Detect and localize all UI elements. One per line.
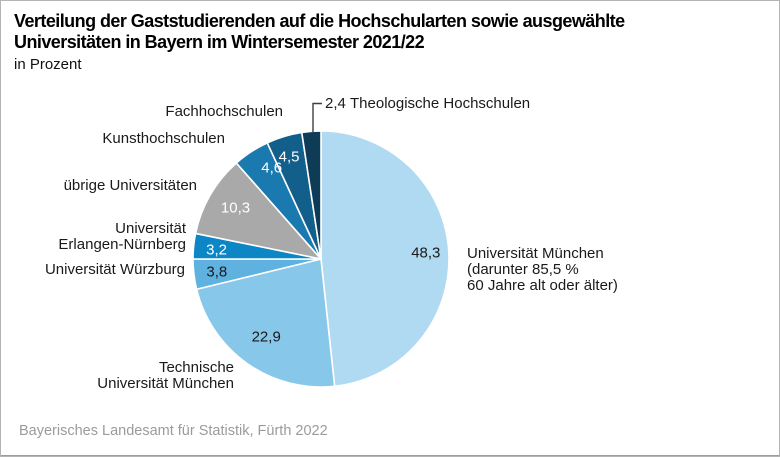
chart-title-line-1: Verteilung der Gaststudierenden auf die Hochschularten sowie ausgewählte	[14, 11, 625, 31]
callout-leader-line	[313, 104, 322, 133]
slice-value-uni-wuerzburg: 3,8	[206, 263, 228, 280]
slice-value-uni-muenchen: 48,3	[411, 244, 441, 262]
slice-label-fachhochschulen: Fachhochschulen	[165, 103, 283, 120]
slice-label-uebrige-universitaeten: übrige Universitäten	[63, 177, 197, 194]
chart-title-line-2: Universitäten in Bayern im Wintersemester 2021/22	[14, 32, 425, 52]
source-note: Bayerisches Landesamt für Statistik, Fürth 2022	[19, 423, 328, 439]
chart-subtitle: in Prozent	[14, 56, 82, 73]
slice-value-uni-erlangen-nuernberg: 3,2	[206, 241, 228, 258]
slice-label-uni-wuerzburg: Universität Würzburg	[44, 261, 185, 278]
slice-value-uebrige-universitaeten: 10,3	[220, 199, 251, 217]
slice-value-kunsthochschulen: 4,6	[261, 159, 283, 177]
slice-label-theologische-hochschulen: 2,4 Theologische Hochschulen	[325, 95, 531, 112]
slice-value-fachhochschulen: 4,5	[278, 148, 300, 166]
slice-value-tu-muenchen: 22,9	[251, 328, 281, 346]
slice-label-kunsthochschulen: Kunsthochschulen	[102, 130, 225, 147]
slice-label-uni-erlangen-nuernberg: Universität Erlangen-Nürnberg	[58, 220, 186, 253]
slice-label-tu-muenchen: Technische Universität München	[97, 359, 234, 392]
slice-label-uni-muenchen: Universität München (darunter 85,5 % 60 Jahre alt oder älter)	[467, 245, 618, 294]
